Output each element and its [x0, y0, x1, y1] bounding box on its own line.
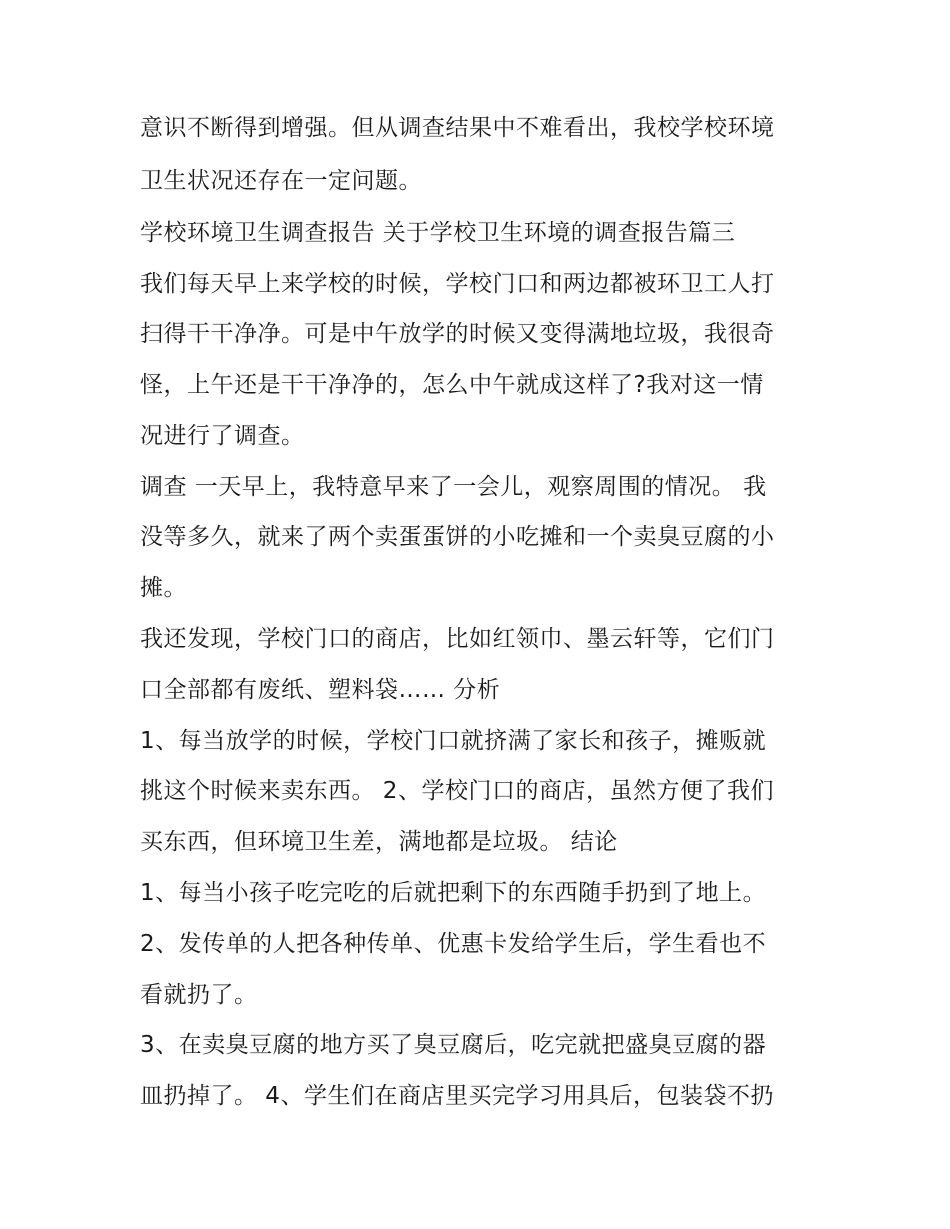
text-line: 3、在卖臭豆腐的地方买了臭豆腐后，吃完就把盛臭豆腐的器 — [140, 1032, 767, 1058]
text-line: 调查 一天早上，我特意早来了一会儿，观察周围的情况。 我 — [140, 474, 767, 500]
text-line: 况进行了调查。 — [140, 423, 305, 449]
text-line: 口全部都有废纸、塑料袋…… 分析 — [140, 677, 501, 703]
text-line: 挑这个时候来卖东西。 2、学校门口的商店，虽然方便了我们 — [140, 778, 774, 804]
text-line: 我们每天早上来学校的时候，学校门口和两边都被环卫工人打 — [140, 271, 775, 297]
text-line: 意识不断得到增强。但从调查结果中不难看出，我校学校环境 — [140, 115, 775, 141]
text-line: 卫生状况还存在一定问题。 — [140, 168, 422, 194]
text-line: 看就扔了。 — [140, 982, 258, 1008]
text-line: 2、发传单的人把各种传单、优惠卡发给学生后，学生看也不 — [140, 931, 767, 957]
text-line: 没等多久，就来了两个卖蛋蛋饼的小吃摊和一个卖臭豆腐的小 — [140, 524, 775, 550]
text-line: 扫得干干净净。可是中午放学的时候又变得满地垃圾，我很奇 — [140, 321, 775, 347]
text-line: 摊。 — [140, 575, 187, 601]
text-line: 1、每当小孩子吃完吃的后就把剩下的东西随手扔到了地上。 — [140, 880, 767, 906]
text-line: 皿扔掉了。 4、学生们在商店里买完学习用具后，包装袋不扔 — [140, 1083, 774, 1109]
text-line: 1、每当放学的时候，学校门口就挤满了家长和孩子，摊贩就 — [140, 728, 767, 754]
text-line: 我还发现，学校门口的商店，比如红领巾、墨云轩等，它们门 — [140, 626, 775, 652]
section-heading: 学校环境卫生调查报告 关于学校卫生环境的调查报告篇三 — [140, 220, 736, 246]
text-line: 怪，上午还是干干净净的，怎么中午就成这样了?我对这一情 — [140, 372, 764, 398]
text-line: 买东西，但环境卫生差，满地都是垃圾。 结论 — [140, 829, 618, 855]
